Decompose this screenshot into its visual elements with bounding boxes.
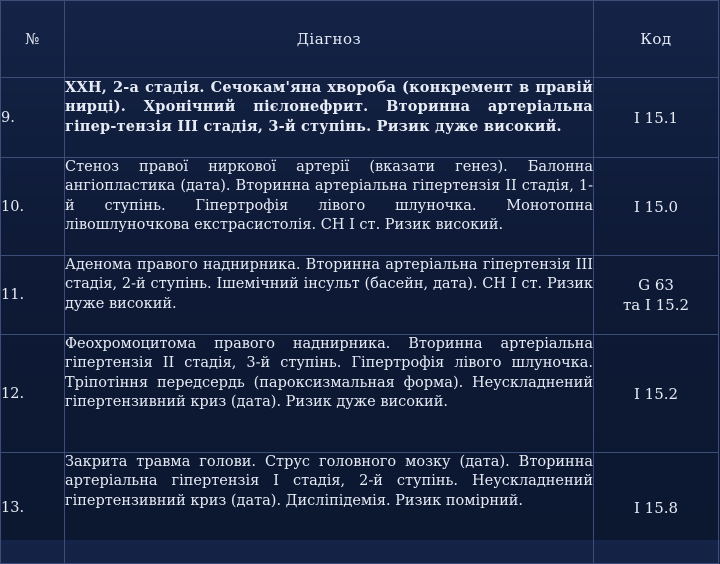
header-diagnosis: Діагноз — [65, 1, 594, 78]
row-number: 11. — [1, 256, 65, 335]
row-code-line: І 15.2 — [633, 384, 679, 403]
row-diagnosis: Феохромоцитома правого наднирника. Вторинна артеріальна гіпертензія ІІ стадія, 3-й ступінь. Гіпертрофія лівого шлуночка. Тріпотіння передсердь (пароксизмальная форма). Неускладнений гіпертензивний криз (дата). Ризик дуже високий. — [65, 335, 594, 453]
table-row — [1, 158, 719, 256]
row-diagnosis: ХХН, 2-а стадія. Сечокам'яна хвороба (конкремент в правій нирці). Хронічний пієлонефрит. Вторинна артеріальна гіпер-тензія ІІІ стадія, 3-й ступінь. Ризик дуже високий. — [65, 78, 594, 158]
row-diagnosis: Закрита травма голови. Струс головного мозку (дата). Вторинна артеріальна гіпертензія І стадія, 2-й ступінь. Неускладнений гіпертензивний криз (дата). Дисліпідемія. Ризик помірний. — [65, 453, 594, 564]
table-row — [1, 256, 719, 335]
row-diagnosis: Аденома правого наднирника. Вторинна артеріальна гіпертензія ІІІ стадія, 2-й ступінь. Ішемічний інсульт (басейн, дата). СН І ст. Ризик дуже високий. — [65, 256, 594, 335]
row-number: 13. — [1, 453, 65, 564]
row-code-line: І 15.0 — [633, 197, 679, 216]
row-code — [594, 256, 719, 335]
header-code: Код — [594, 1, 719, 78]
table-row — [1, 78, 719, 158]
row-code — [594, 335, 719, 453]
row-code-line: G 63 — [638, 276, 674, 294]
header-number: № — [1, 1, 65, 78]
row-number: 12. — [1, 335, 65, 453]
row-code-line: І 15.8 — [633, 499, 679, 517]
table-header-row — [1, 1, 719, 78]
row-code-line: та І 15.2 — [622, 296, 690, 314]
row-code-line: І 15.1 — [633, 108, 679, 127]
row-number: 10. — [1, 158, 65, 256]
row-diagnosis: Стеноз правої ниркової артерії (вказати генез). Балонна ангіопластика (дата). Вторинна артеріальна гіпертензія ІІ стадія, 1-й ступінь. Гіпертрофія лівого шлуночка. Монотопна лівошлуночкова екстрасистолія. СН І ст. Ризик високий. — [65, 158, 594, 256]
row-code — [594, 453, 719, 564]
row-code — [594, 158, 719, 256]
row-code — [594, 78, 719, 158]
table-row — [1, 335, 719, 453]
table-row — [1, 453, 719, 564]
row-number: 9. — [1, 78, 65, 158]
